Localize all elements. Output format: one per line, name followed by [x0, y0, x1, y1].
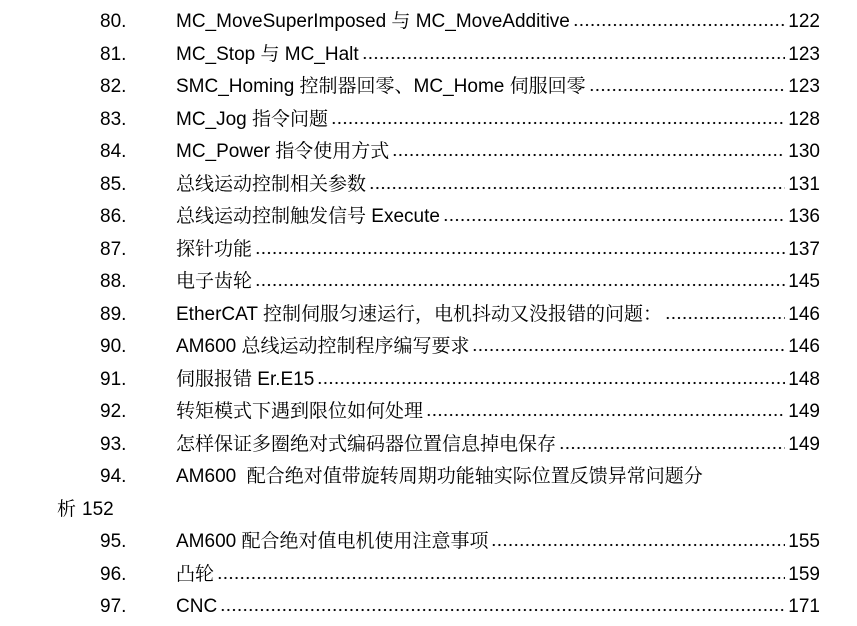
toc-entry-96[interactable]	[100, 559, 820, 592]
entry-title: MC_Power 指令使用方式	[176, 141, 390, 162]
entry-page-number: 123	[788, 43, 820, 65]
entry-number: 80.	[100, 11, 127, 32]
entry-page-number: 155	[788, 531, 820, 552]
entry-title: 怎样保证多圈绝对式编码器位置信息掉电保存	[176, 433, 557, 455]
dot-leader	[317, 381, 785, 385]
entry-page-number: 145	[788, 271, 820, 292]
entry-page-number: 137	[788, 238, 820, 260]
entry-title: 电子齿轮	[176, 271, 253, 292]
entry-page-number: 149	[788, 433, 820, 455]
entry-number: 97.	[100, 596, 127, 617]
toc-entry-93[interactable]	[100, 429, 820, 462]
entry-number: 85.	[100, 173, 127, 195]
entry-page-number: 146	[788, 303, 820, 325]
entry-number: 91.	[100, 368, 127, 390]
dot-leader	[426, 413, 785, 417]
entry-number: 82.	[100, 76, 127, 97]
entry-number: 95.	[100, 531, 127, 552]
entry-number: 89.	[100, 303, 127, 325]
toc-entry-94-continuation[interactable]	[57, 494, 857, 527]
dot-leader	[255, 251, 785, 255]
entry-page-number: 171	[788, 596, 820, 617]
entry-page-number: 128	[788, 108, 820, 130]
toc-entry-86[interactable]	[100, 201, 820, 234]
entry-title-continuation: 析	[57, 498, 77, 520]
dot-leader	[392, 153, 785, 157]
entry-title: 探针功能	[176, 238, 253, 260]
dot-leader	[331, 121, 785, 125]
entry-number: 83.	[100, 108, 127, 130]
entry-title: MC_MoveSuperImposed 与 MC_MoveAdditive	[176, 11, 570, 32]
dot-leader	[589, 88, 786, 92]
entry-page-number: 149	[788, 401, 820, 422]
dot-leader	[665, 316, 785, 320]
entry-page-number: 146	[788, 336, 820, 357]
entry-page-number: 123	[788, 76, 820, 97]
entry-title: 转矩模式下遇到限位如何处理	[176, 401, 424, 422]
toc-entry-87[interactable]	[100, 234, 820, 267]
entry-page-number: 122	[788, 11, 820, 32]
entry-number: 87.	[100, 238, 127, 260]
entry-page-number: 159	[788, 563, 820, 585]
entry-page-number: 130	[788, 141, 820, 162]
toc-entry-82[interactable]	[100, 71, 820, 104]
entry-title: MC_Jog 指令问题	[176, 108, 329, 130]
entry-title: EtherCAT 控制伺服匀速运行，电机抖动又没报错的问题：	[176, 303, 662, 325]
entry-page-number: 136	[788, 206, 820, 227]
toc-entry-91[interactable]	[100, 364, 820, 397]
dot-leader	[559, 446, 785, 450]
entry-title: 伺服报错 Er.E15	[176, 368, 315, 390]
entry-title: AM600 配合绝对值带旋转周期功能轴实际位置反馈异常问题分	[176, 466, 703, 487]
dot-leader	[491, 543, 785, 547]
entry-number: 93.	[100, 433, 127, 455]
toc-entry-84[interactable]	[100, 136, 820, 169]
entry-number: 94.	[100, 466, 127, 487]
dot-leader	[573, 23, 785, 27]
toc-entry-85[interactable]	[100, 169, 820, 202]
toc-entry-89[interactable]	[100, 299, 820, 332]
dot-leader	[255, 283, 785, 287]
entry-title: MC_Stop 与 MC_Halt	[176, 43, 359, 65]
entry-page-number: 152	[82, 498, 114, 520]
toc-entry-95[interactable]	[100, 526, 820, 559]
entry-title: AM600 总线运动控制程序编写要求	[176, 336, 470, 357]
entry-title: 总线运动控制相关参数	[176, 173, 367, 195]
toc-entry-94[interactable]	[100, 461, 820, 494]
dot-leader	[362, 56, 786, 60]
dot-leader	[369, 186, 785, 190]
entry-title: SMC_Homing 控制器回零、MC_Home 伺服回零	[176, 76, 586, 97]
entry-number: 96.	[100, 563, 127, 585]
toc-entry-88[interactable]	[100, 266, 820, 299]
entry-number: 90.	[100, 336, 127, 357]
entry-number: 86.	[100, 206, 127, 227]
toc-entry-97[interactable]	[100, 591, 820, 624]
toc-entry-81[interactable]	[100, 39, 820, 72]
entry-title: CNC	[176, 596, 218, 617]
dot-leader	[217, 576, 785, 580]
entry-number: 92.	[100, 401, 127, 422]
toc-entry-92[interactable]	[100, 396, 820, 429]
entry-number: 81.	[100, 43, 127, 65]
entry-page-number: 148	[788, 368, 820, 390]
entry-title: AM600 配合绝对值电机使用注意事项	[176, 531, 489, 552]
dot-leader	[472, 348, 785, 352]
entry-title: 总线运动控制触发信号 Execute	[176, 206, 440, 227]
toc-entry-83[interactable]	[100, 104, 820, 137]
toc-entry-90[interactable]	[100, 331, 820, 364]
entry-title: 凸轮	[176, 563, 215, 585]
entry-number: 88.	[100, 271, 127, 292]
entry-number: 84.	[100, 141, 127, 162]
entry-page-number: 131	[788, 173, 820, 195]
dot-leader	[220, 608, 785, 612]
toc-entry-80[interactable]	[100, 6, 820, 39]
dot-leader	[443, 218, 785, 222]
